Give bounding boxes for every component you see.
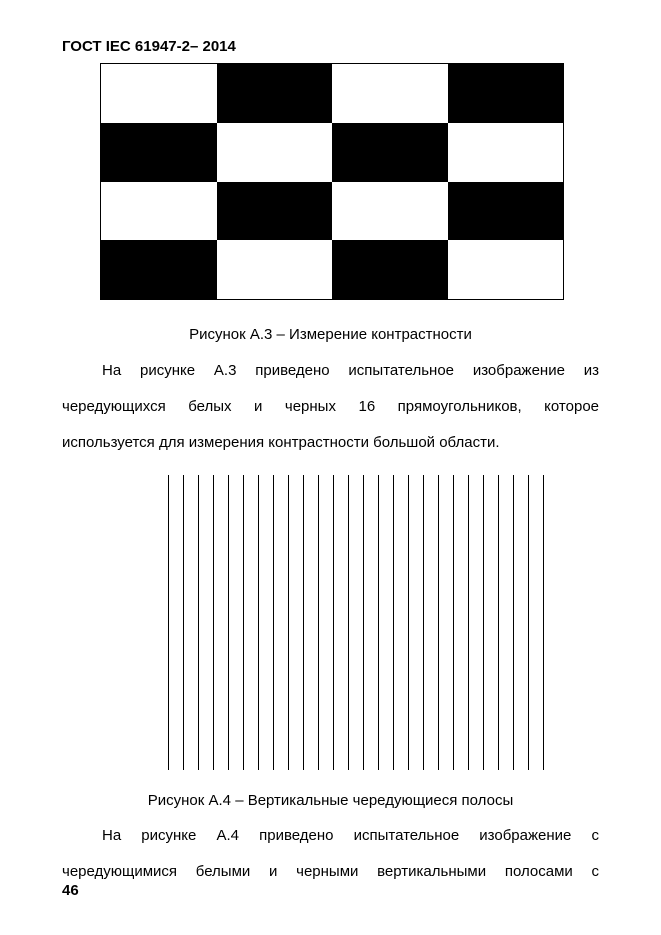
stripe-line [453, 475, 454, 770]
stripe-line [168, 475, 169, 770]
stripe-line [408, 475, 409, 770]
stripe-line [468, 475, 469, 770]
figure-a3-caption: Рисунок А.3 – Измерение контрастности [189, 326, 472, 343]
stripe-line [363, 475, 364, 770]
paragraph-2-line: На рисунке А.4 приведено испытательное изображение с [102, 827, 599, 844]
vertical-stripes-figure [168, 475, 544, 770]
checker-cell [101, 123, 217, 182]
checker-cell [332, 64, 448, 123]
paragraph-1-line: На рисунке А.3 приведено испытательное изображение из [102, 362, 599, 379]
stripe-line [423, 475, 424, 770]
checker-cell [448, 182, 564, 241]
checker-cell [332, 240, 448, 299]
stripe-line [348, 475, 349, 770]
paragraph-2-line: чередующимися белыми и черными вертикальными полосами с [62, 863, 599, 880]
paragraph-1-line: используется для измерения контрастности большой области. [62, 434, 500, 451]
document-header: ГОСТ IEC 61947-2– 2014 [62, 38, 236, 55]
checker-cell [332, 123, 448, 182]
stripe-line [543, 475, 544, 770]
stripe-line [333, 475, 334, 770]
checker-cell [217, 64, 333, 123]
checker-cell [101, 240, 217, 299]
checker-cell [217, 123, 333, 182]
stripe-line [303, 475, 304, 770]
checker-cell [332, 182, 448, 241]
stripe-line [273, 475, 274, 770]
stripe-line [528, 475, 529, 770]
checker-cell [101, 182, 217, 241]
stripe-line [288, 475, 289, 770]
stripe-line [318, 475, 319, 770]
checker-cell [217, 182, 333, 241]
figure-a4-caption: Рисунок А.4 – Вертикальные чередующиеся полосы [147, 792, 514, 809]
stripe-line [228, 475, 229, 770]
checkerboard-figure [100, 63, 564, 300]
page-number: 46 [62, 882, 79, 899]
stripe-line [243, 475, 244, 770]
stripe-line [483, 475, 484, 770]
stripe-line [498, 475, 499, 770]
stripe-line [513, 475, 514, 770]
stripe-line [378, 475, 379, 770]
stripe-line [183, 475, 184, 770]
stripe-line [198, 475, 199, 770]
checker-cell [217, 240, 333, 299]
paragraph-2 [62, 818, 599, 890]
paragraph-1-line: чередующихся белых и черных 16 прямоугольников, которое [62, 398, 599, 415]
stripe-line [393, 475, 394, 770]
stripe-line [258, 475, 259, 770]
stripe-line [213, 475, 214, 770]
checker-cell [448, 240, 564, 299]
stripe-line [438, 475, 439, 770]
checker-cell [448, 123, 564, 182]
paragraph-1 [62, 353, 599, 461]
checker-cell [448, 64, 564, 123]
checker-cell [101, 64, 217, 123]
